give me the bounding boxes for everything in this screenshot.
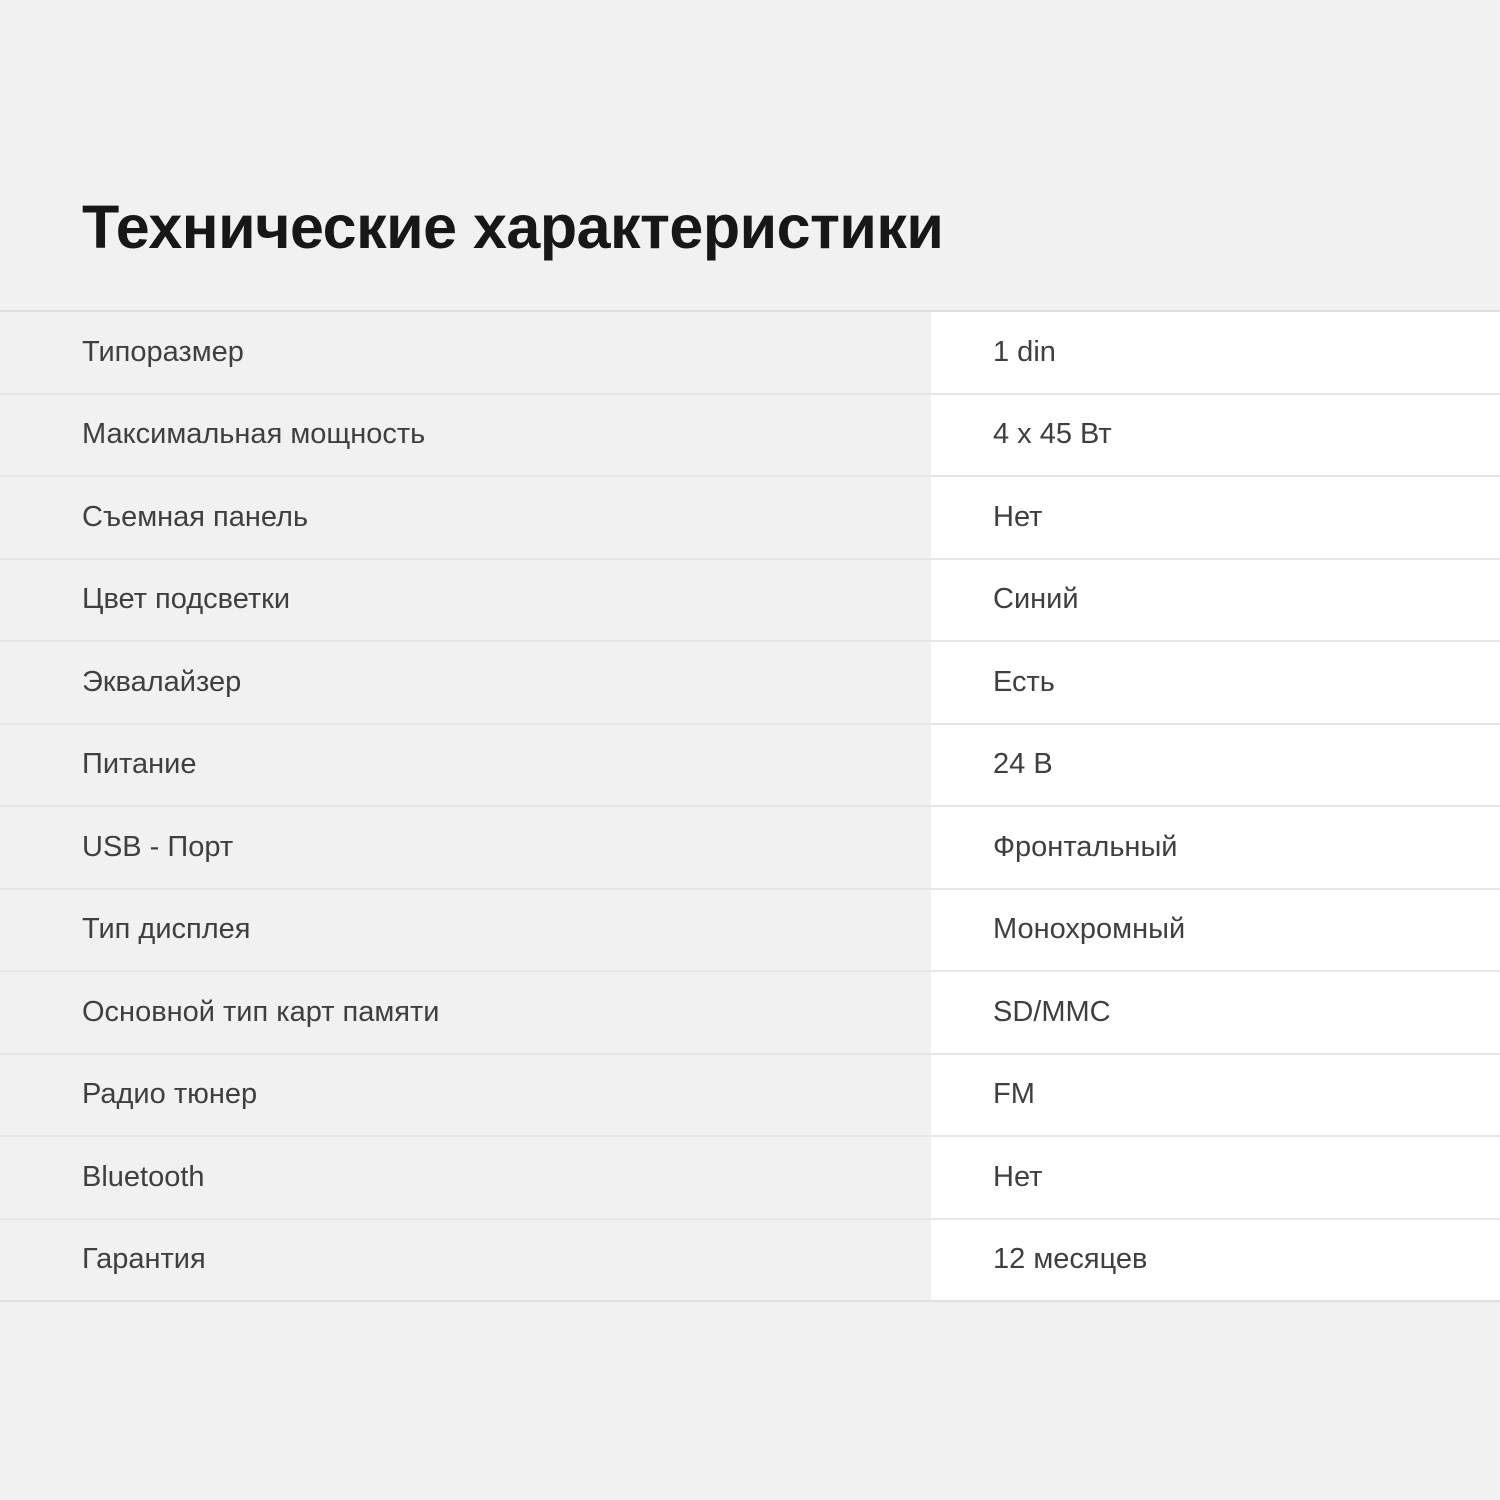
spec-row [0, 640, 1500, 723]
spec-label-cell [0, 972, 931, 1053]
spec-value: Фронтальный [993, 830, 1178, 863]
spec-label: Цвет подсветки [82, 583, 291, 616]
spec-value: Нет [993, 1160, 1043, 1193]
spec-label: Типоразмер [82, 335, 244, 368]
page-title: Технические характеристики [82, 193, 944, 261]
spec-value-cell [931, 890, 1500, 971]
spec-row [0, 393, 1500, 476]
spec-value-cell [931, 642, 1500, 723]
spec-row [0, 805, 1500, 888]
spec-value: 4 x 45 Вт [993, 418, 1112, 451]
spec-value-cell [931, 1220, 1500, 1301]
spec-value: SD/MMC [993, 995, 1111, 1028]
spec-label-cell [0, 890, 931, 971]
spec-row [0, 1053, 1500, 1136]
spec-value: 1 din [993, 335, 1056, 368]
spec-label: Гарантия [82, 1243, 206, 1276]
spec-row [0, 888, 1500, 971]
spec-label: Радио тюнер [82, 1078, 258, 1111]
spec-label-cell [0, 560, 931, 641]
spec-value-cell [931, 1055, 1500, 1136]
spec-row [0, 723, 1500, 806]
spec-label-cell [0, 477, 931, 558]
spec-label-cell [0, 1137, 931, 1218]
spec-value: Монохромный [993, 913, 1186, 946]
spec-label: Эквалайзер [82, 665, 242, 698]
spec-value: Нет [993, 500, 1043, 533]
spec-value-cell [931, 725, 1500, 806]
spec-value-cell [931, 312, 1500, 393]
spec-value: FM [993, 1078, 1035, 1111]
spec-value: Синий [993, 583, 1079, 616]
spec-label-cell [0, 725, 931, 806]
spec-table [0, 310, 1500, 1302]
spec-value-cell [931, 477, 1500, 558]
spec-value-cell [931, 807, 1500, 888]
spec-label: Основной тип карт памяти [82, 995, 440, 1028]
spec-value-cell [931, 972, 1500, 1053]
spec-row [0, 1135, 1500, 1218]
spec-label-cell [0, 642, 931, 723]
spec-label-cell [0, 807, 931, 888]
spec-value-cell [931, 1137, 1500, 1218]
spec-value: Есть [993, 665, 1055, 698]
spec-row [0, 310, 1500, 393]
spec-label-cell [0, 312, 931, 393]
spec-label: Тип дисплея [82, 913, 251, 946]
spec-value-cell [931, 395, 1500, 476]
spec-value: 12 месяцев [993, 1243, 1148, 1276]
spec-row [0, 475, 1500, 558]
spec-label: USB - Порт [82, 830, 234, 863]
spec-label: Питание [82, 748, 197, 781]
spec-label-cell [0, 1055, 931, 1136]
spec-label-cell [0, 395, 931, 476]
spec-row [0, 1218, 1500, 1301]
spec-label-cell [0, 1220, 931, 1301]
spec-row [0, 970, 1500, 1053]
spec-row [0, 558, 1500, 641]
spec-label: Bluetooth [82, 1160, 205, 1193]
spec-label: Съемная панель [82, 500, 309, 533]
spec-value: 24 В [993, 748, 1053, 781]
spec-value-cell [931, 560, 1500, 641]
spec-label: Максимальная мощность [82, 418, 426, 451]
